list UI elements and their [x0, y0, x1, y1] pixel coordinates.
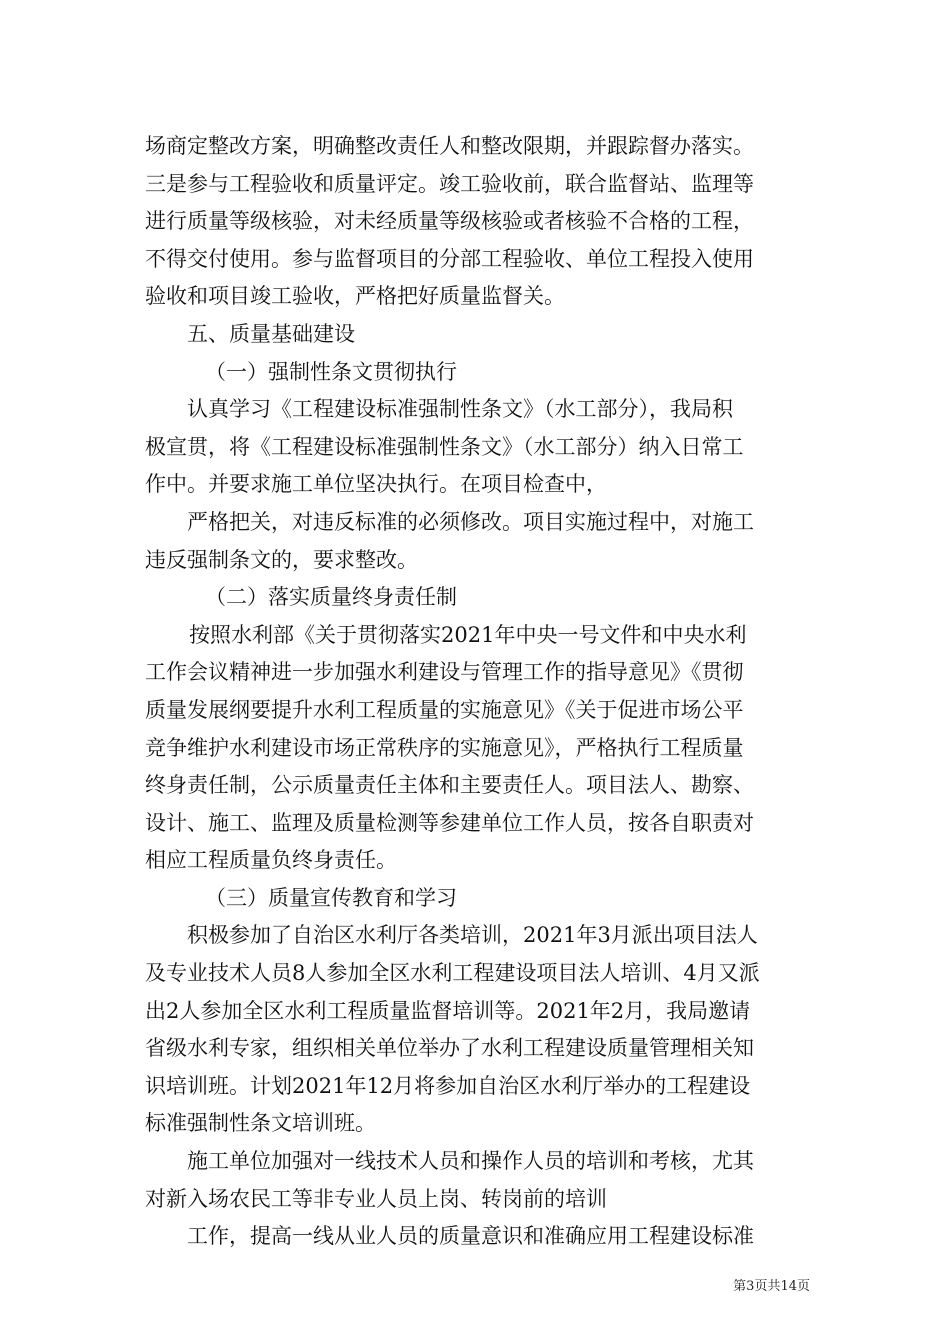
text-line: 识培训班。计划2021年12月将参加自治区水利厅举办的工程建设: [145, 1073, 751, 1098]
text-line: 对新入场农民工等非专业人员上岗、转岗前的培训: [145, 1186, 607, 1211]
text-line: 进行质量等级核验，对未经质量等级核验或者核验不合格的工程，: [145, 209, 754, 234]
text-line: （一）强制性条文贯彻执行: [205, 359, 457, 384]
text-line: 标准强制性条文培训班。: [145, 1111, 376, 1136]
text-line: 作中。并要求施工单位坚决执行。在项目检查中，: [145, 472, 607, 497]
text-line: 三是参与工程验收和质量评定。竣工验收前，联合监督站、监理等: [145, 171, 754, 196]
text-line: 积极参加了自治区水利厅各类培训，2021年3月派出项目法人: [187, 923, 758, 948]
text-line: （二）落实质量终身责任制: [205, 585, 457, 610]
text-line: 工作，提高一线从业人员的质量意识和准确应用工程建设标准: [187, 1224, 754, 1249]
text-line: 及专业技术人员8人参加全区水利工程建设项目法人培训、4月又派: [145, 961, 760, 986]
text-line: （三）质量宣传教育和学习: [205, 885, 457, 910]
text-line: 五、质量基础建设: [187, 321, 355, 346]
text-line: 违反强制条文的，要求整改。: [145, 547, 418, 572]
text-line: 相应工程质量负终身责任。: [145, 848, 397, 873]
text-line: 质量发展纲要提升水利工程质量的实施意见》《关于促进市场公平: [145, 697, 744, 722]
text-line: 省级水利专家，组织相关单位举办了水利工程建设质量管理相关知: [145, 1036, 754, 1061]
text-line: 严格把关，对违反标准的必须修改。项目实施过程中，对施工: [187, 509, 754, 534]
text-line: 终身责任制，公示质量责任主体和主要责任人。项目法人、勘察、: [145, 773, 754, 798]
text-line: 按照水利部《关于贯彻落实2021年中央一号文件和中央水利: [189, 622, 747, 647]
text-line: 认真学习《工程建设标准强制性条文》（水工部分），我局积: [187, 397, 733, 422]
text-line: 极宣贯，将《工程建设标准强制性条文》（水工部分）纳入日常工: [145, 434, 744, 459]
text-line: 出2人参加全区水利工程质量监督培训等。2021年2月，我局邀请: [145, 998, 751, 1023]
text-line: 不得交付使用。参与监督项目的分部工程验收、单位工程投入使用: [145, 246, 754, 271]
text-line: 施工单位加强对一线技术人员和操作人员的培训和考核，尤其: [187, 1149, 754, 1174]
document-body: [145, 128, 815, 1256]
text-line: 场商定整改方案，明确整改责任人和整改限期，并跟踪督办落实。: [145, 134, 754, 158]
text-line: 竞争维护水利建设市场正常秩序的实施意见》，严格执行工程质量: [145, 735, 744, 760]
page-number: 第3页共14页: [733, 1279, 810, 1294]
text-line: 验收和项目竣工验收，严格把好质量监督关。: [145, 284, 565, 309]
text-line: 工作会议精神进一步加强水利建设与管理工作的指导意见》《贯彻: [145, 660, 744, 685]
text-line: 设计、施工、监理及质量检测等参建单位工作人员，按各自职责对: [145, 810, 754, 835]
